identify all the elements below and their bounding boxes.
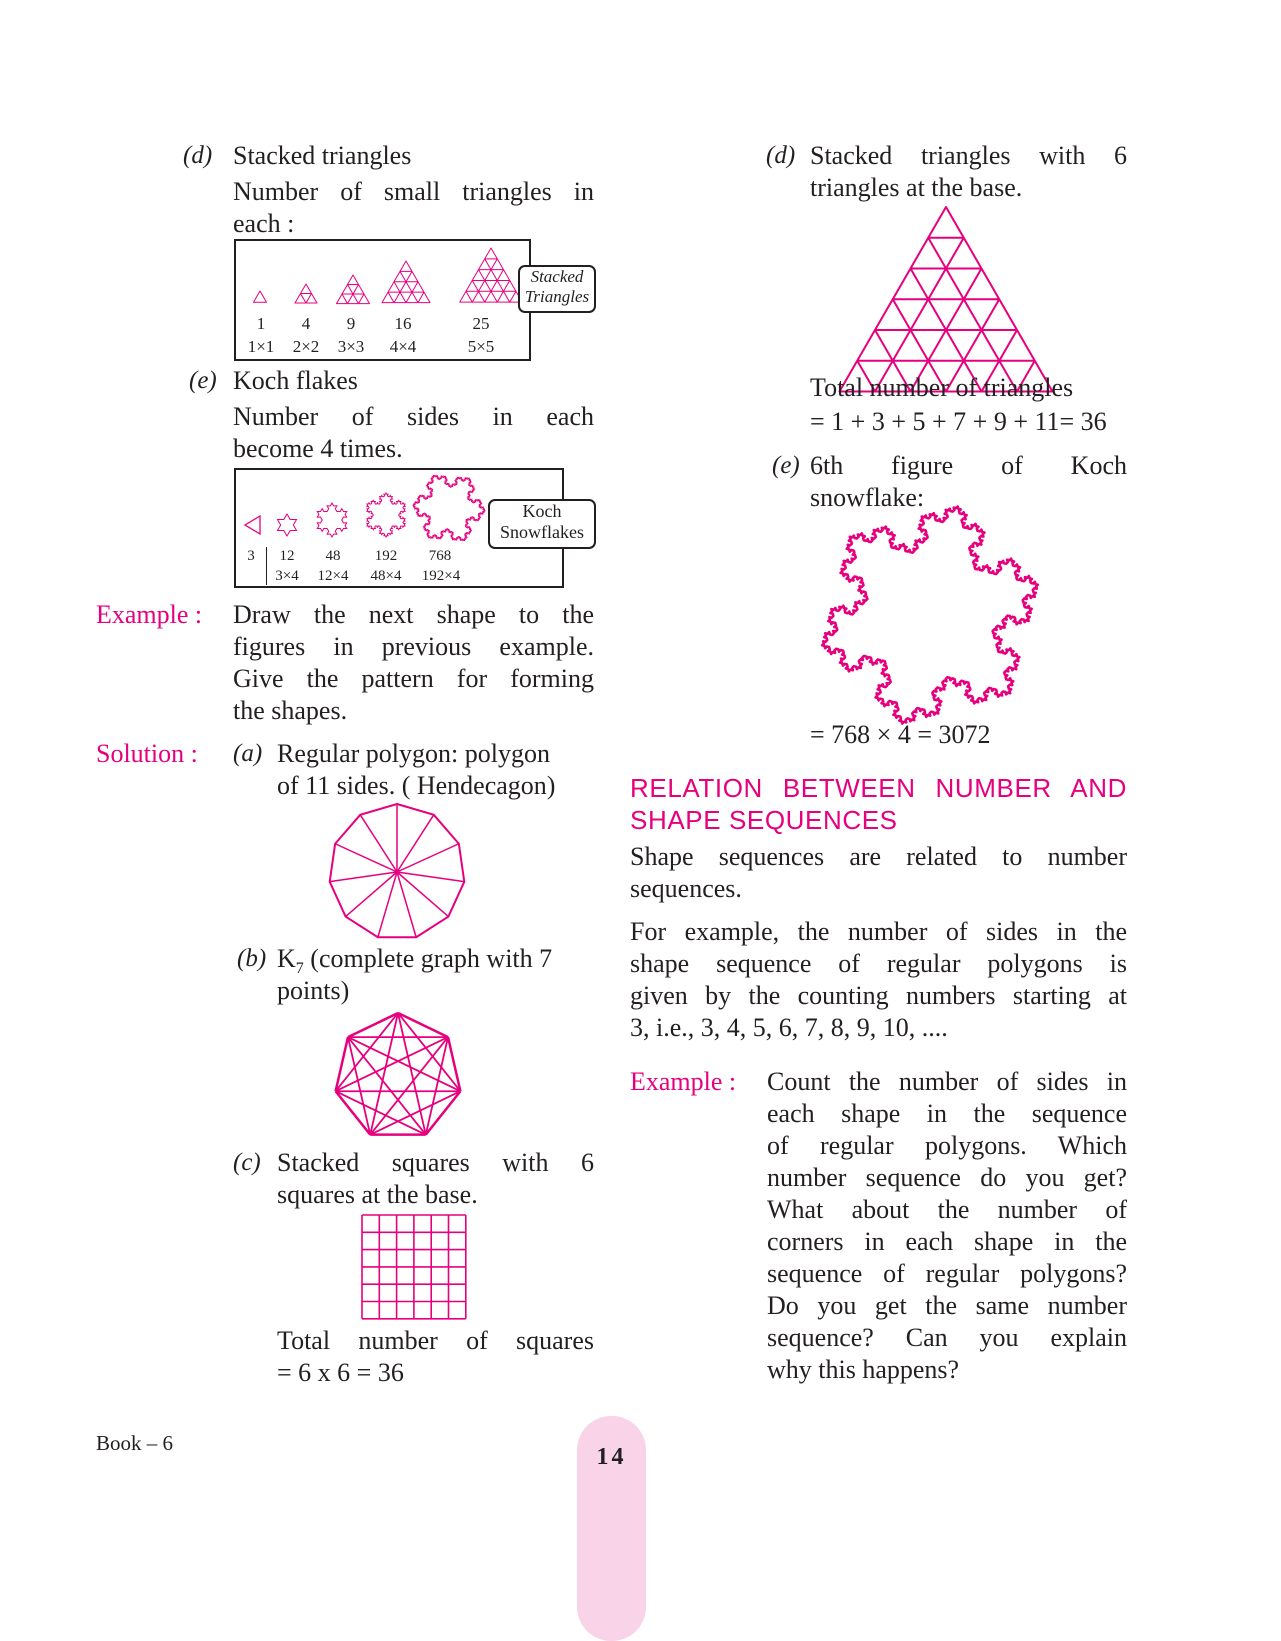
item-d-desc-line2: each : [233, 209, 295, 238]
k-symbol: K [277, 944, 296, 973]
stacked-triangles-6-figure [838, 205, 1056, 359]
tri-formula-1: 1×1 [247, 337, 275, 356]
k7-edge [370, 1091, 460, 1134]
section-heading-line2: SHAPE SEQUENCES [630, 805, 898, 835]
k7-edge [336, 1091, 426, 1134]
item-d-title: Stacked triangles [233, 141, 412, 170]
right-d-total2: = 1 + 3 + 5 + 7 + 9 + 11= 36 [810, 407, 1107, 436]
koch-count-3: 3 [236, 547, 267, 585]
k7-edge [336, 1037, 448, 1091]
right-example-line3: of regular polygons. Which [767, 1131, 1127, 1160]
example-label: Example : [96, 600, 203, 629]
koch-formula-4: 192×4 [421, 568, 461, 584]
right-example-line5: What about the number of [767, 1195, 1127, 1224]
tri-formula-4: 4×4 [389, 337, 417, 356]
koch-stage-2 [317, 503, 346, 537]
triangle-5 [460, 248, 523, 302]
stacked-squares-figure [361, 1214, 467, 1320]
tri-count-1: 1 [256, 314, 266, 333]
triangle-2 [295, 284, 317, 303]
para2-line3: given by the counting numbers starting at [630, 981, 1127, 1010]
para2-line1: For example, the number of sides in the [630, 917, 1127, 946]
right-example-line9: sequence? Can you explain [767, 1323, 1127, 1352]
k-subscript: 7 [295, 960, 304, 978]
para1-line1: Shape sequences are related to number [630, 842, 1127, 871]
koch-stage-1 [277, 514, 296, 536]
right-example-line8: Do you get the same number [767, 1291, 1127, 1320]
tri-count-16: 16 [394, 314, 412, 333]
stacked-triangles-tag [518, 265, 596, 313]
tri-count-4: 4 [301, 314, 311, 333]
koch-count-768: 768 [428, 548, 452, 564]
item-d-desc-line1: Number of small triangles in [233, 177, 594, 206]
right-example-line6: corners in each shape in the [767, 1227, 1127, 1256]
example-line1: Draw the next shape to the [233, 600, 594, 629]
k7-edge [348, 1037, 460, 1091]
solution-b-line2: points) [277, 976, 350, 1005]
koch-tag [488, 499, 596, 549]
koch-count-12: 12 [279, 548, 295, 564]
square-grid-lines [362, 1215, 466, 1319]
tri-formula-5: 5×5 [467, 337, 495, 356]
right-example-line7: sequence of regular polygons? [767, 1259, 1127, 1288]
right-example-line1: Count the number of sides in [767, 1067, 1127, 1096]
para2-line4: 3, i.e., 3, 4, 5, 6, 7, 8, 9, 10, .... [630, 1013, 948, 1042]
example-line4: the shapes. [233, 696, 348, 725]
example-line3: Give the pattern for forming [233, 664, 594, 693]
right-d-line2: triangles at the base. [810, 173, 1023, 202]
koch-formula-3: 48×4 [370, 568, 402, 584]
right-example-label: Example : [630, 1067, 737, 1096]
stacked-triangles-box [234, 239, 531, 361]
right-example-line2: each shape in the sequence [767, 1099, 1127, 1128]
hendecagon-spoke [397, 872, 416, 937]
solution-c-line2: squares at the base. [277, 1180, 478, 1209]
koch-formula-1: 3×4 [275, 568, 299, 584]
right-example-line10: why this happens? [767, 1355, 960, 1384]
complete-graph-k7-figure [330, 1013, 466, 1139]
hendecagon-figure [327, 802, 467, 942]
example-line2: figures in previous example. [233, 632, 594, 661]
tri-formula-3: 3×3 [337, 337, 365, 356]
solution-c-total1: Total number of squares [277, 1326, 594, 1355]
solution-c-line1: Stacked squares with 6 [277, 1148, 594, 1177]
tag-line1: Stacked [530, 267, 584, 286]
solution-a-label: (a) [233, 740, 263, 767]
right-e-line1: 6th figure of Koch [810, 451, 1127, 480]
k7-edge [398, 1013, 448, 1037]
big-triangle-grid [840, 207, 1053, 391]
section-heading-line1: RELATION BETWEEN NUMBER AND [630, 773, 1127, 803]
item-e-desc-line1: Number of sides in each [233, 402, 594, 431]
tri-count-9: 9 [346, 314, 356, 333]
koch-count-48: 48 [325, 548, 341, 564]
solution-a-line2: of 11 sides. ( Hendecagon) [277, 771, 556, 800]
book-label: Book – 6 [96, 1431, 174, 1455]
right-e-result: = 768 × 4 = 3072 [810, 720, 991, 749]
item-e-label: (e) [189, 367, 217, 394]
k7-edge [348, 1013, 398, 1037]
b-text: (complete graph with 7 [310, 944, 553, 973]
solution-b-label: (b) [237, 945, 267, 972]
solution-label: Solution : [96, 739, 198, 768]
para1-line2: sequences. [630, 874, 742, 903]
hendecagon-spoke [378, 872, 397, 937]
solution-c-label: (c) [233, 1149, 261, 1176]
triangle-3 [337, 275, 370, 304]
koch-stage-4 [413, 476, 485, 541]
para2-line2: shape sequence of regular polygons is [630, 949, 1127, 978]
item-d-label: (d) [183, 142, 213, 169]
koch-tag-line2: Snowflakes [500, 522, 584, 542]
koch-count-192: 192 [374, 548, 398, 564]
solution-a-line1: Regular polygon: polygon [277, 739, 550, 768]
right-d-total1: Total number of triangles [810, 373, 1074, 402]
right-example-line4: number sequence do you get? [767, 1163, 1127, 1192]
solution-c-total2: = 6 x 6 = 36 [277, 1358, 404, 1387]
tag-line2: Triangles [524, 287, 590, 306]
triangle-1 [254, 291, 267, 302]
koch-snowflake-6th-figure [820, 520, 1040, 710]
item-e-desc-line2: become 4 times. [233, 434, 403, 463]
koch-tag-line1: Koch [522, 501, 562, 521]
tri-formula-2: 2×2 [292, 337, 320, 356]
page-number: 14 [596, 1444, 627, 1470]
right-e-line2: snowflake: [810, 483, 925, 512]
right-e-label: (e) [772, 452, 800, 479]
right-d-line1: Stacked triangles with 6 [810, 141, 1127, 170]
item-e-title: Koch flakes [233, 366, 358, 395]
koch-formula-2: 12×4 [317, 568, 349, 584]
koch-stage-0 [245, 516, 260, 534]
right-d-label: (d) [766, 142, 796, 169]
koch-snowflake-big [822, 506, 1038, 723]
tri-count-25: 25 [472, 314, 490, 333]
koch-stage-3 [367, 493, 405, 537]
triangle-4 [382, 261, 430, 303]
page-number-badge [577, 1416, 646, 1641]
